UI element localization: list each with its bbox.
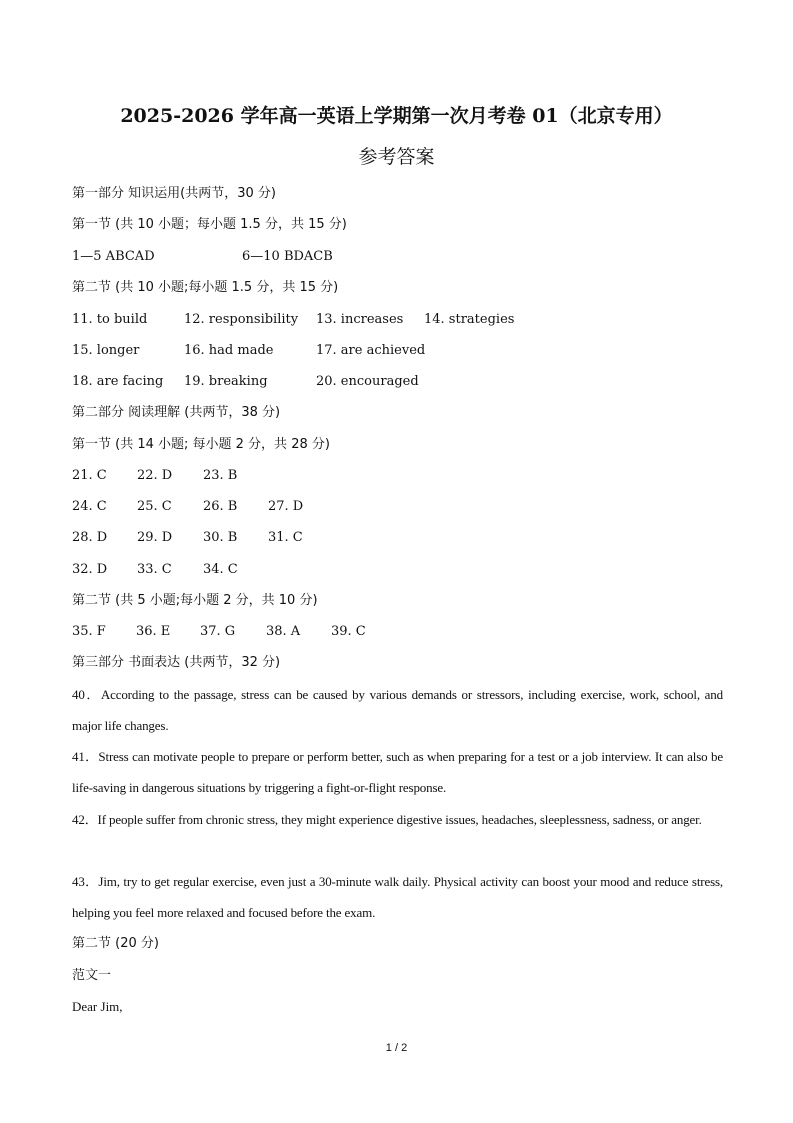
answer-group: 6—10 BDACB xyxy=(242,249,333,264)
answer-item: 38. A xyxy=(266,624,301,639)
answer-item: 23. B xyxy=(203,468,238,483)
answer-item: 31. C xyxy=(268,530,303,545)
answer-paragraph-43: 43．Jim, try to get regular exercise, even just a 30-minute walk daily. Physical activity can boost your mood and reduce stress, helping you feel more relaxed and focused before the exam. xyxy=(72,874,723,920)
part2-heading: 第二部分 阅读理解 (共两节，38 分) xyxy=(72,405,281,420)
page-title-text: 2025-2026 学年高一英语上学期第一次月考卷 01（北京专用） xyxy=(120,105,673,127)
part2-sec1-heading: 第一节 (共 14 小题; 每小题 2 分，共 28 分) xyxy=(72,437,330,452)
answer-item: 39. C xyxy=(331,624,366,639)
answer-item: 24. C xyxy=(72,499,107,514)
page-number: 1 / 2 xyxy=(385,1042,408,1054)
answer-item: 11. to build xyxy=(72,312,148,327)
page-subtitle: 参考答案 xyxy=(358,146,435,168)
answer-item: 29. D xyxy=(137,530,173,545)
answer-item: 37. G xyxy=(200,624,236,639)
answer-item: 22. D xyxy=(137,468,173,483)
answer-group: 1—5 ABCAD xyxy=(72,249,155,264)
answer-item: 28. D xyxy=(72,530,108,545)
answer-item: 18. are facing xyxy=(72,374,164,389)
answer-paragraph-40: 40．According to the passage, stress can be caused by various demands or stressors, including exercise, work, school, and major life changes. xyxy=(72,687,723,733)
part2-sec2-heading: 第二节 (共 5 小题;每小题 2 分，共 10 分) xyxy=(72,593,318,608)
answer-item: 13. increases xyxy=(316,312,404,327)
answer-item: 16. had made xyxy=(184,343,274,358)
answer-item: 25. C xyxy=(137,499,172,514)
page-title xyxy=(0,103,793,129)
answer-item: 26. B xyxy=(203,499,238,514)
answer-item: 27. D xyxy=(268,499,304,514)
answer-item: 14. strategies xyxy=(424,312,515,327)
part3-heading: 第三部分 书面表达 (共两节，32 分) xyxy=(72,655,281,670)
answer-item: 12. responsibility xyxy=(184,312,299,327)
answer-paragraph-42: 42．If people suffer from chronic stress, they might experience digestive issues, headaches, sleeplessness, sadness, or anger. xyxy=(72,812,702,827)
part3-sec2-heading: 第二节 (20 分) xyxy=(72,936,159,951)
answer-item: 15. longer xyxy=(72,343,140,358)
answer-item: 36. E xyxy=(136,624,171,639)
answer-item: 17. are achieved xyxy=(316,343,426,358)
answer-paragraph-41: 41．Stress can motivate people to prepare or perform better, such as when preparing for a test or a job interview. It can also be life-saving in dangerous situations by triggering a fight-or-flight response. xyxy=(72,749,723,795)
answer-item: 30. B xyxy=(203,530,238,545)
answer-item: 32. D xyxy=(72,562,108,577)
sample-essay-label: 范文一 xyxy=(72,968,112,983)
answer-item: 34. C xyxy=(203,562,238,577)
answer-item: 33. C xyxy=(137,562,172,577)
part1-sec1-heading: 第一节 (共 10 小题；每小题 1.5 分，共 15 分) xyxy=(72,217,347,232)
part1-heading: 第一部分 知识运用(共两节，30 分) xyxy=(72,186,276,201)
part1-sec2-heading: 第二节 (共 10 小题;每小题 1.5 分，共 15 分) xyxy=(72,280,339,295)
answer-item: 20. encouraged xyxy=(316,374,419,389)
answer-item: 19. breaking xyxy=(184,374,268,389)
letter-greeting: Dear Jim, xyxy=(72,999,123,1014)
answer-item: 21. C xyxy=(72,468,107,483)
answer-item: 35. F xyxy=(72,624,106,639)
